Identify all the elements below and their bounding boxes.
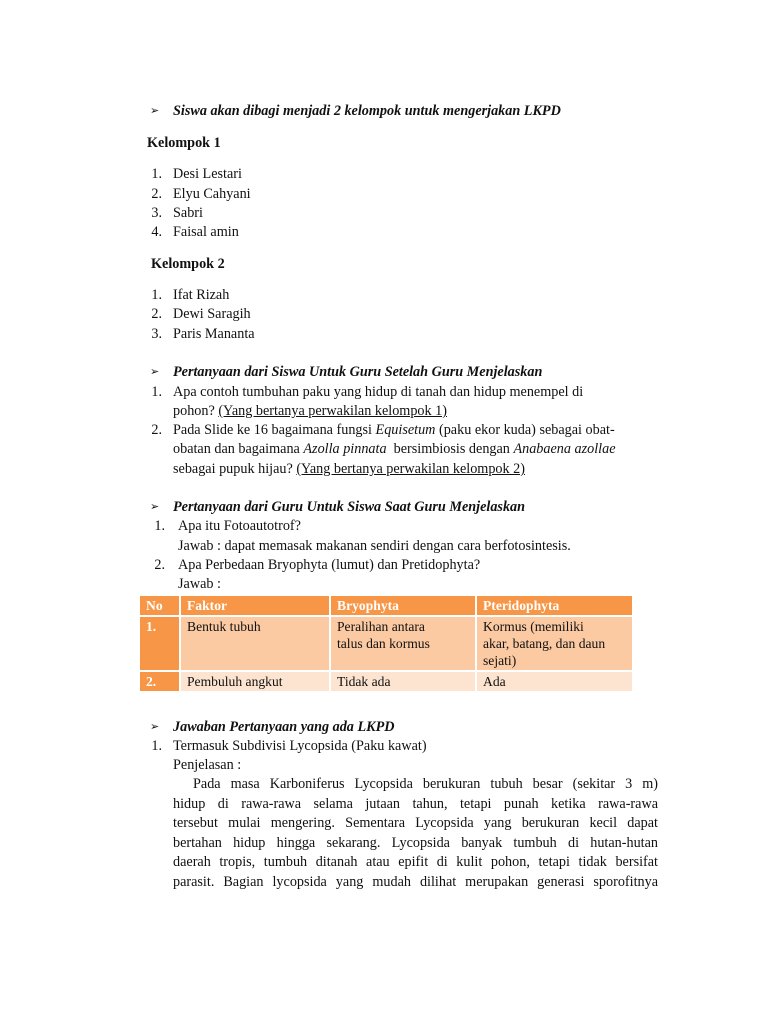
list-number: 1.: [151, 384, 162, 400]
student-questions-title: Pertanyaan dari Siswa Untuk Guru Setelah Guru Menjelaskan: [173, 364, 543, 380]
list-number: 2.: [151, 422, 162, 438]
list-item: Elyu Cahyani: [173, 186, 251, 202]
cell-line: talus dan kormus: [337, 636, 430, 651]
paragraph-line: daerah tropis, tumbuh ditanah atau epifit di kulit pohon, tetapi tidak bersifat: [173, 854, 658, 870]
lkpd-paragraph: [173, 775, 658, 892]
cell-line: Peralihan antara: [337, 619, 425, 634]
bullet-arrow-icon: ➢: [150, 105, 160, 117]
cell-faktor: Bentuk tubuh: [180, 616, 330, 671]
list-number: 2.: [151, 186, 162, 202]
student-q2-line2: [173, 440, 616, 460]
list-number: 3.: [151, 205, 162, 221]
row-no: 1.: [140, 616, 180, 671]
list-item: Ifat Rizah: [173, 287, 230, 303]
list-item: Dewi Saragih: [173, 306, 251, 322]
cell-bryophyta: Tidak ada: [330, 671, 476, 692]
table-row: [140, 671, 633, 692]
cell-pteridophyta: Ada: [476, 671, 633, 692]
paragraph-line: bertahan hidup hingga sekarang. Lycopsida banyak tumbuh di hutan-hutan: [173, 834, 658, 851]
lkpd-title: Jawaban Pertanyaan yang ada LKPD: [173, 719, 395, 735]
paragraph-line: hidup di rawa-rawa selama jutaan tahun, tetapi punah ketika rawa-rawa: [173, 795, 658, 812]
student-q2-asker: (Yang bertanya perwakilan kelompok 2): [296, 461, 525, 477]
list-item: Sabri: [173, 205, 203, 221]
q2-text: Pada Slide ke 16 bagaimana fungsi: [173, 422, 372, 438]
group1-heading: Kelompok 1: [147, 135, 221, 151]
q2-species-azolla: Azolla pinnata: [303, 441, 387, 457]
student-q2-line1: [173, 421, 615, 441]
list-item: Faisal amin: [173, 224, 239, 240]
student-q1-asker: (Yang bertanya perwakilan kelompok 1): [218, 403, 447, 419]
list-number: 1.: [154, 518, 165, 534]
teacher-a2: Jawab :: [178, 576, 221, 592]
teacher-q1: Apa itu Fotoautotrof?: [178, 518, 301, 534]
cell-line: Kormus (memiliki: [483, 619, 584, 634]
header-pteridophyta: Pteridophyta: [476, 596, 633, 616]
bullet-arrow-icon: ➢: [150, 366, 160, 378]
teacher-questions-title: Pertanyaan dari Guru Untuk Siswa Saat Guru Menjelaskan: [173, 499, 526, 515]
teacher-q2: Apa Perbedaan Bryophyta (lumut) dan Pretidophyta?: [178, 557, 481, 573]
paragraph-line: parasit. Bagian lycopsida yang mudah dilihat merupakan generasi sporofitnya: [173, 873, 658, 890]
student-q1-line2: [173, 402, 447, 422]
student-q1-line1: Apa contoh tumbuhan paku yang hidup di tanah dan hidup menempel di: [173, 384, 584, 400]
lkpd-label: Penjelasan :: [173, 757, 242, 773]
list-item: Desi Lestari: [173, 166, 242, 182]
student-q2-line3: [173, 460, 525, 480]
header-faktor: Faktor: [180, 596, 330, 616]
list-item: Paris Mananta: [173, 326, 255, 342]
q2-text: bersimbiosis dengan: [393, 441, 510, 457]
list-number: 4.: [151, 224, 162, 240]
intro-title: Siswa akan dibagi menjadi 2 kelompok untuk mengerjakan LKPD: [173, 103, 561, 119]
comparison-table: [140, 596, 634, 693]
q2-species-anabaena: Anabaena azollae: [513, 441, 616, 457]
lkpd-item1: Termasuk Subdivisi Lycopsida (Paku kawat): [173, 738, 427, 754]
list-number: 2.: [151, 306, 162, 322]
q2-text: (paku ekor kuda) sebagai obat-: [438, 422, 615, 438]
group2-heading: Kelompok 2: [151, 256, 225, 272]
list-number: 1.: [151, 287, 162, 303]
header-no: No: [140, 596, 180, 616]
list-number: 3.: [151, 326, 162, 342]
cell-pteridophyta: [476, 616, 633, 671]
list-number: 1.: [151, 166, 162, 182]
table-row: [140, 616, 633, 671]
paragraph-line: Pada masa Karboniferus Lycopsida berukuran tubuh besar (sekitar 3 m): [193, 776, 658, 792]
q2-text: sebagai pupuk hijau?: [173, 461, 293, 477]
cell-line: akar, batang, dan daun: [483, 636, 606, 651]
q2-species-equisetum: Equisetum: [375, 422, 436, 438]
student-q1-text: pohon?: [173, 403, 215, 419]
header-bryophyta: Bryophyta: [330, 596, 476, 616]
q2-text: obatan dan bagaimana: [173, 441, 300, 457]
row-no: 2.: [140, 671, 180, 692]
bullet-arrow-icon: ➢: [150, 501, 160, 513]
cell-line: sejati): [483, 653, 517, 668]
table-header-row: [140, 596, 633, 616]
bullet-arrow-icon: ➢: [150, 721, 160, 733]
teacher-a1: Jawab : dapat memasak makanan sendiri dengan cara berfotosintesis.: [178, 538, 571, 554]
paragraph-line: tersebut mulai mengering. Sementara Lycopsida yang berukuran kecil dapat: [173, 815, 658, 831]
cell-bryophyta: [330, 616, 476, 671]
list-number: 1.: [151, 738, 162, 754]
cell-faktor: Pembuluh angkut: [180, 671, 330, 692]
list-number: 2.: [154, 557, 165, 573]
